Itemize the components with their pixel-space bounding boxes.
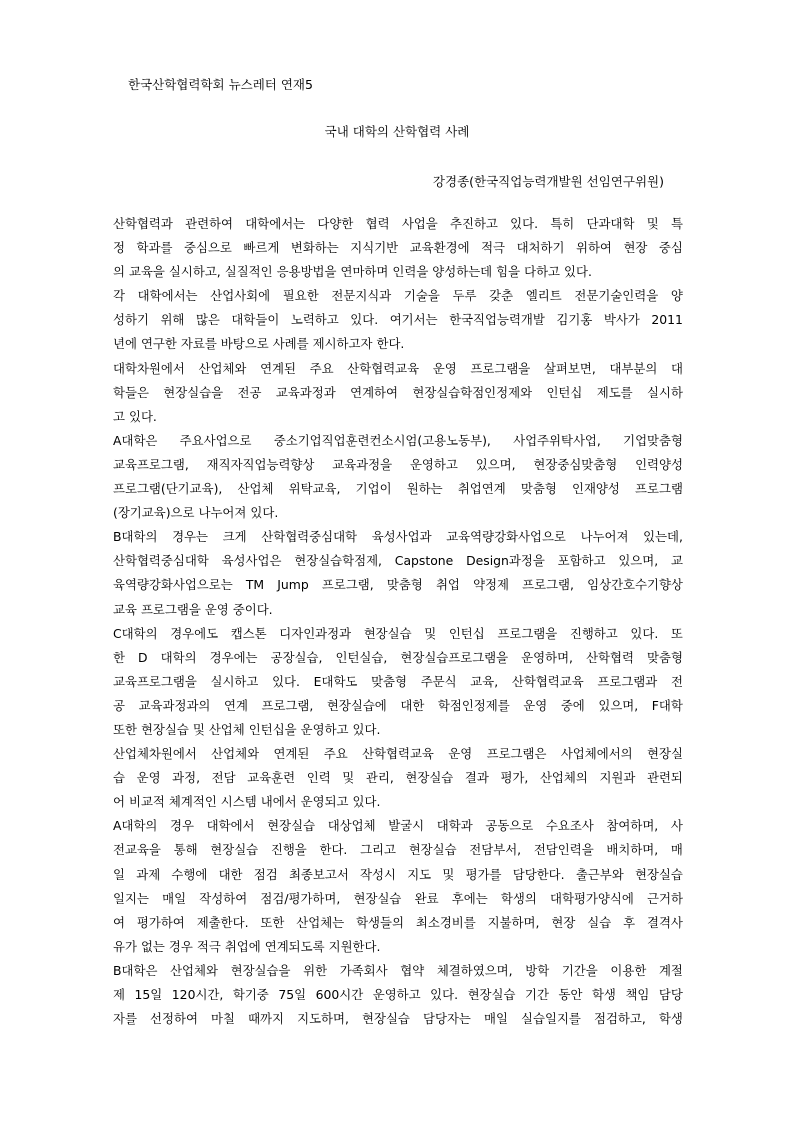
body-text-line: B대학은 산업체와 현장실습을 위한 가족회사 협약 체결하였으며, 방학 기간을 이용한 계절 (113, 962, 683, 978)
body-text-line: 의 교육을 실시하고, 실질적인 응용방법을 연마하며 인력을 양성하는데 힘을 다하고 있다. (113, 264, 592, 280)
body-text-line: 일 과제 수행에 대한 점검 최종보고서 작성시 지도 및 평가를 담당한다. 출근부와 현장실습 (113, 866, 683, 882)
body-text-line: 육역량강화사업으로는 TM Jump 프로그램, 맞춤형 취업 약정제 프로그램, 임상간호수기향상 (113, 577, 683, 593)
body-text-line: A대학의 경우 대학에서 현장실습 대상업체 발굴시 대학과 공동으로 수요조사 참여하며, 사 (113, 818, 683, 834)
body-text-line: 교육프로그램, 재직자직업능력향상 교육과정을 운영하고 있으며, 현장중심맞춤형 인력양성 (113, 456, 683, 472)
body-text-line: 산학협력중심대학 육성사업은 현장실습학점제, Capstone Design과정을 포함하고 있으며, 교 (113, 553, 683, 569)
body-text-line: B대학의 경우는 크게 산학협력중심대학 육성사업과 교육역량강화사업으로 나누어져 있는데, (113, 529, 683, 545)
body-text-line: 산학협력과 관련하여 대학에서는 다양한 협력 사업을 추진하고 있다. 특히 단과대학 및 특 (113, 216, 683, 231)
article-title: 국내 대학의 산학협력 사례 (324, 124, 470, 139)
body-text-line: 또한 현장실습 및 산업체 인턴십을 운영하고 있다. (113, 721, 381, 737)
article-author: 강경종(한국직업능력개발원 선임연구위원) (432, 174, 664, 189)
body-text-line: 교육 프로그램을 운영 중이다. (113, 601, 273, 617)
article-body (113, 212, 683, 1031)
body-text-line: 대학차원에서 산업체와 연계된 주요 산학협력교육 운영 프로그램을 살펴보면, 대부분의 대 (113, 360, 683, 376)
body-text-line: 학들은 현장실습을 전공 교육과정과 연계하여 현장실습학점인정제와 인턴십 제도를 실시하 (113, 384, 683, 400)
body-text-line: 한 D 대학의 경우에는 공장실습, 인턴실습, 현장실습프로그램을 운영하며, 산학협력 맞춤형 (113, 649, 683, 665)
body-text-line: 일지는 매일 작성하여 점검/평가하며, 현장실습 완료 후에는 학생의 대학평가양식에 근거하 (113, 890, 683, 906)
body-text-line: 정 학과를 중심으로 빠르게 변화하는 지식기반 교육환경에 적극 대처하기 위하여 현장 중심 (113, 240, 683, 256)
body-text-line: (장기교육)으로 나누어져 있다. (113, 505, 279, 521)
body-text-line: C대학의 경우에도 캡스톤 디자인과정과 현장실습 및 인턴십 프로그램을 진행하고 있다. 또 (113, 625, 683, 641)
body-text-line: 각 대학에서는 산업사회에 필요한 전문지식과 기술을 두루 갖춘 엘리트 전문기술인력을 양 (113, 288, 683, 304)
body-text-line: 제 15일 120시간, 학기중 75일 600시간 운영하고 있다. 현장실습 기간 동안 학생 책임 담당 (113, 987, 683, 1002)
body-text-line: 유가 없는 경우 적극 취업에 연계되도록 지원한다. (113, 938, 381, 954)
body-text-line: 산업체차원에서 산업체와 연계된 주요 산학협력교육 운영 프로그램은 사업체에서의 현장실 (113, 746, 683, 762)
body-text-line: 프로그램(단기교육), 산업체 위탁교육, 기업이 원하는 취업연계 맞춤형 인재양성 프로그램 (113, 481, 683, 497)
body-text-line: 자를 선정하여 마칠 때까지 지도하며, 현장실습 담당자는 매일 실습일지를 점검하고, 학생 (113, 1011, 683, 1027)
body-text-line: A대학은 주요사업으로 중소기업직업훈련컨소시엄(고용노동부), 사업주위탁사업, 기업맞춤형 (113, 432, 683, 448)
body-text-line: 년에 연구한 자료를 바탕으로 사례를 제시하고자 한다. (113, 336, 405, 352)
body-text-line: 여 평가하여 제출한다. 또한 산업체는 학생들의 최소경비를 지불하며, 현장 실습 후 결격사 (113, 914, 683, 930)
body-text-line: 공 교육과정과의 연계 프로그램, 현장실습에 대한 학점인정제를 운영 중에 있으며, F대학 (113, 697, 683, 713)
body-text-line: 성하기 위해 많은 대학들이 노력하고 있다. 여기서는 한국직업능력개발 김기홍 박사가 2011 (113, 312, 683, 328)
body-text-line: 습 운영 과정, 전담 교육훈련 인력 및 관리, 현장실습 결과 평가, 산업체의 지원과 관련되 (113, 770, 683, 786)
body-text-line: 교육프로그램을 실시하고 있다. E대학도 맞춤형 주문식 교육, 산학협력교육 프로그램과 전 (113, 673, 683, 689)
newsletter-header: 한국산학협력학회 뉴스레터 연재5 (128, 77, 313, 92)
body-text-line: 어 비교적 체계적인 시스템 내에서 운영되고 있다. (113, 794, 381, 810)
body-text-line: 전교육을 통해 현장실습 진행을 한다. 그리고 현장실습 전담부서, 전담인력을 배치하며, 매 (113, 842, 683, 858)
body-text-line: 고 있다. (113, 408, 157, 424)
